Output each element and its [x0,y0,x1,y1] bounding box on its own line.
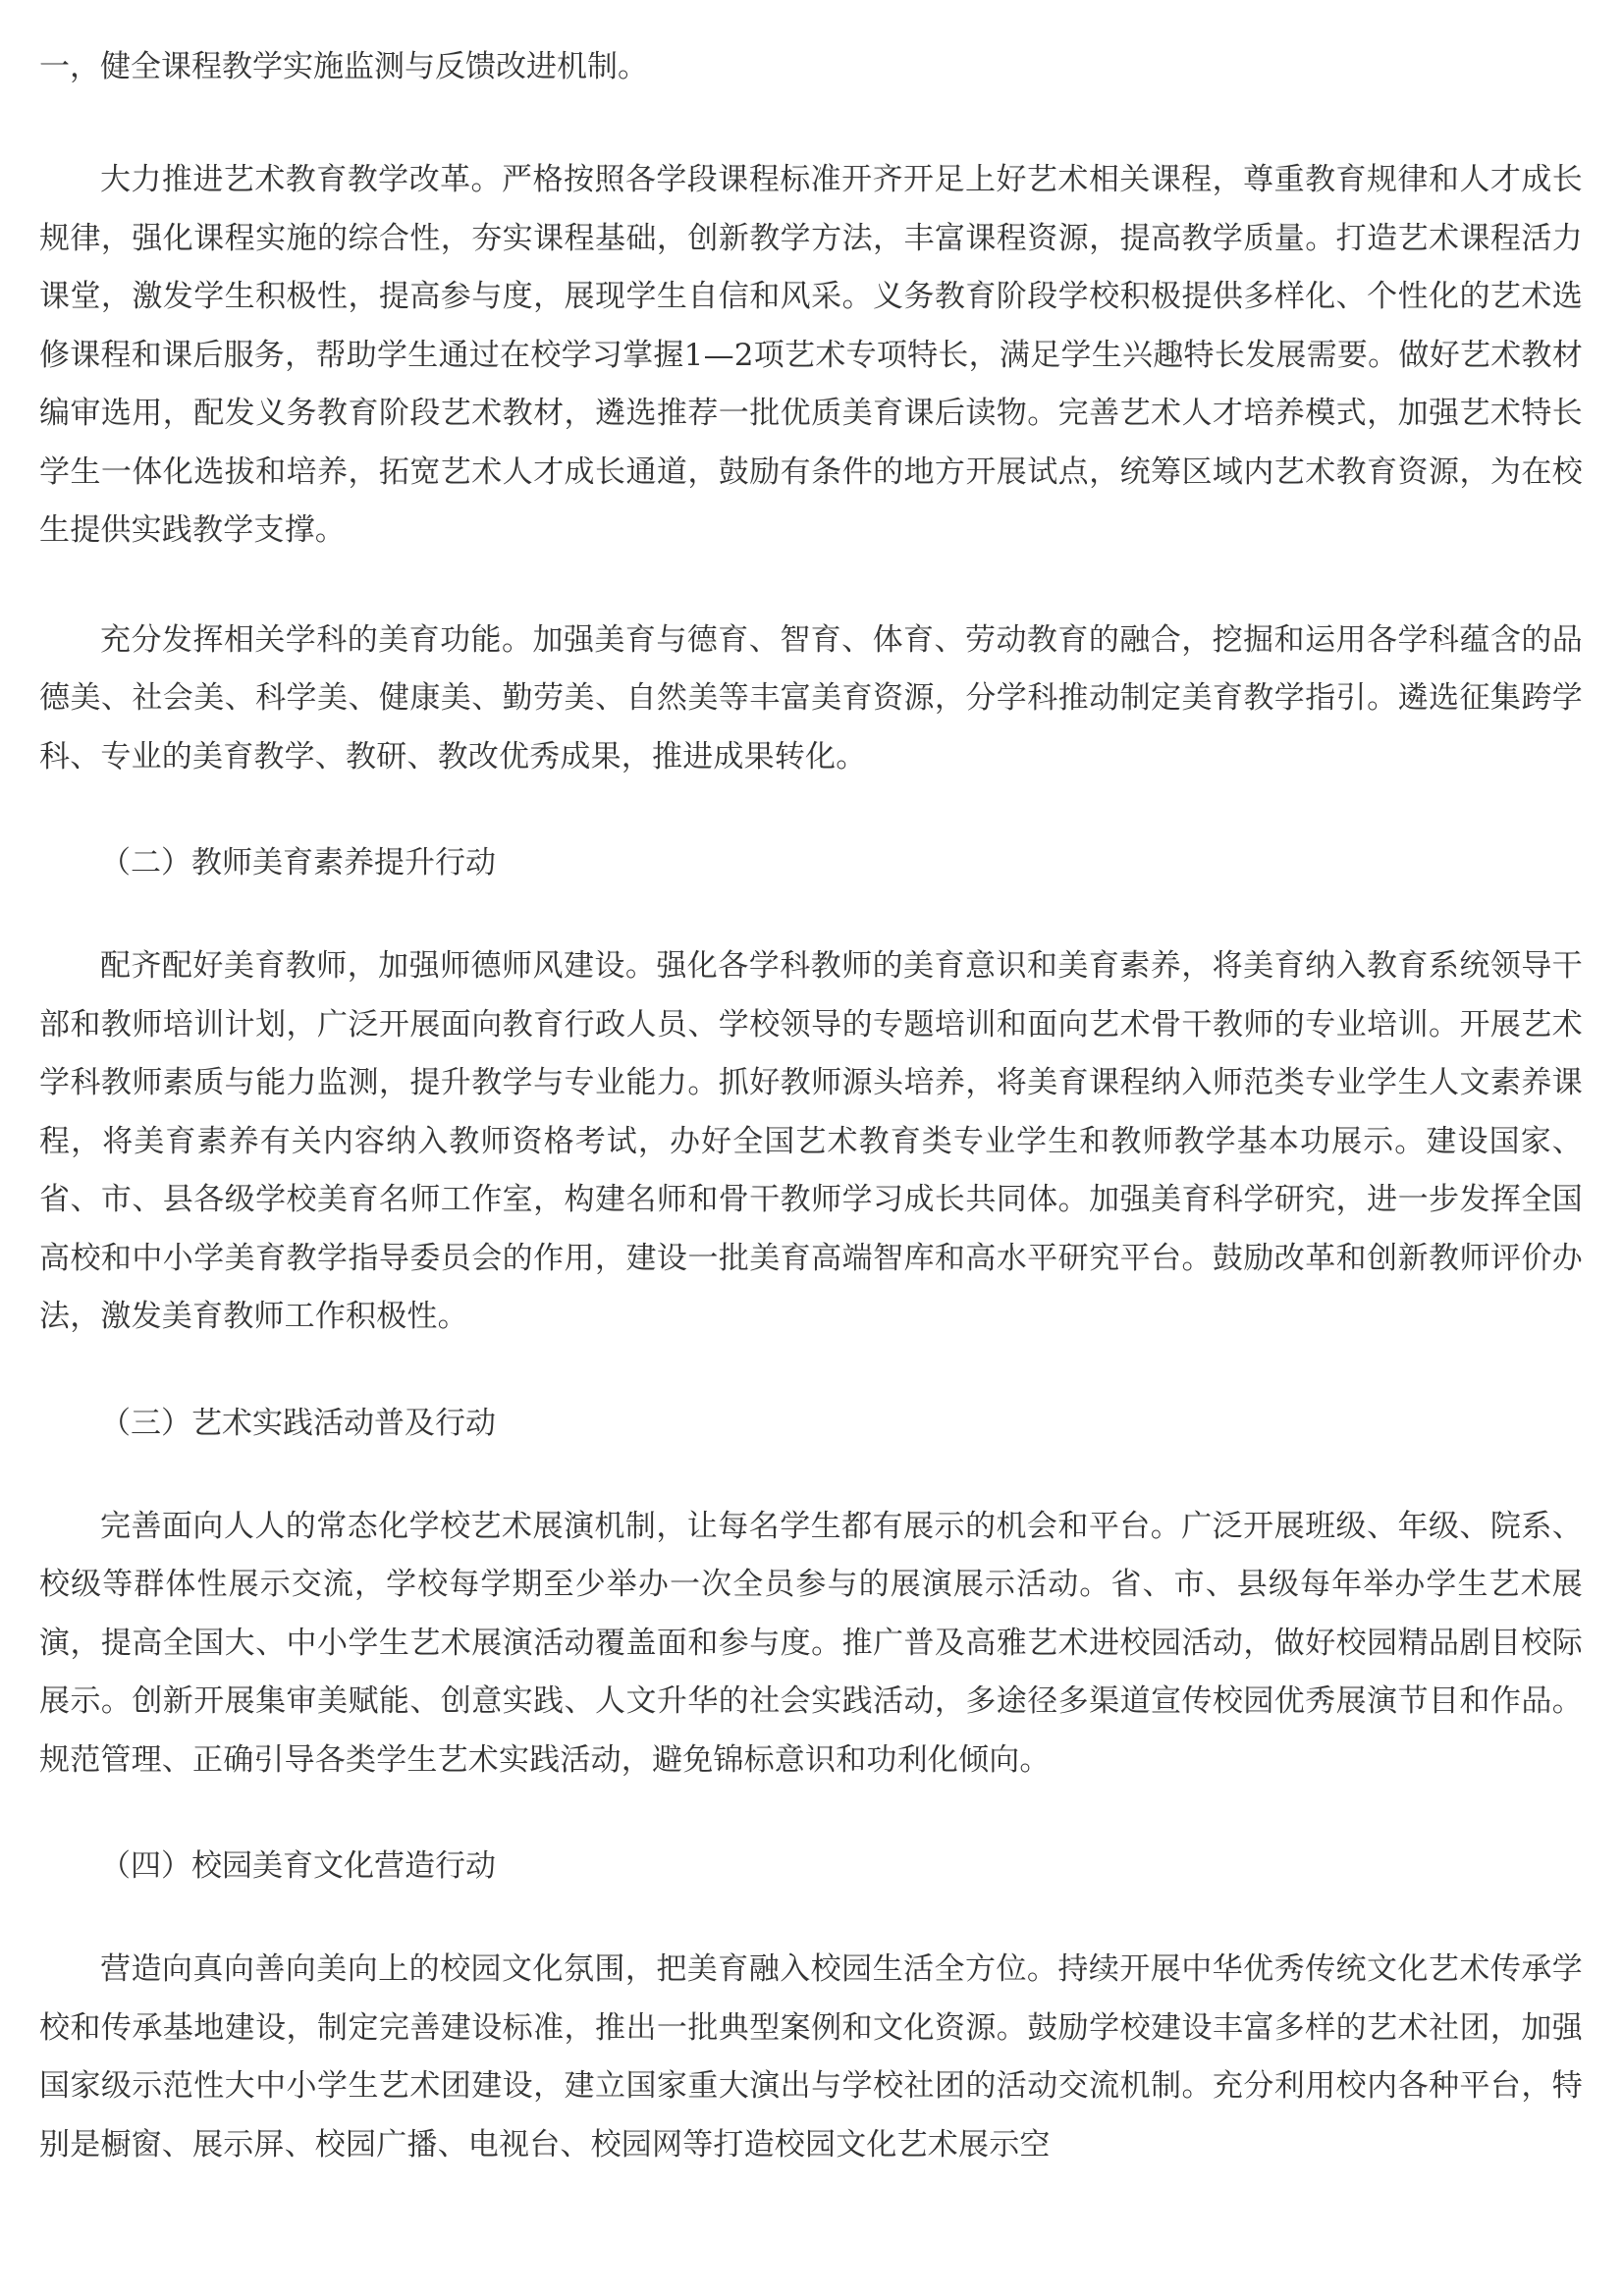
paragraph-campus-culture: 营造向真向善向美向上的校园文化氛围，把美育融入校园生活全方位。持续开展中华优秀传统文化艺术传承学校和传承基地建设，制定完善建设标准，推出一批典型案例和文化资源。鼓励学校建设丰富多样的艺术社团，加强国家级示范性大中小学生艺术团建设，建立国家重大演出与学校社团的活动交流机制。充分利用校内各种平台，特别是橱窗、展示屏、校园广播、电视台、校园网等打造校园文化艺术展示空 [39,1951,1583,2163]
document-body [39,41,1583,2225]
section-heading-art-practice: （三）艺术实践活动普及行动 [100,1405,496,1441]
paragraph-art-practice: 完善面向人人的常态化学校艺术展演机制，让每名学生都有展示的机会和平台。广泛开展班级、年级、院系、校级等群体性展示交流，学校每学期至少举办一次全员参与的展演展示活动。省、市、县级每年举办学生艺术展演，提高全国大、中小学生艺术展演活动覆盖面和参与度。推广普及高雅艺术进校园活动，做好校园精品剧目校际展示。创新开展集审美赋能、创意实践、人文升华的社会实践活动，多途径多渠道宣传校园优秀展演节目和作品。规范管理、正确引导各类学生艺术实践活动，避免锦标意识和功利化倾向。 [39,1508,1583,1778]
section-heading-teacher-literacy: （二）教师美育素养提升行动 [100,845,496,881]
top-heading: 一，健全课程教学实施监测与反馈改进机制。 [39,49,648,84]
section-heading-campus-culture: （四）校园美育文化营造行动 [100,1848,496,1884]
paragraph-teacher-literacy: 配齐配好美育教师，加强师德师风建设。强化各学科教师的美育意识和美育素养，将美育纳入教育系统领导干部和教师培训计划，广泛开展面向教育行政人员、学校领导的专题培训和面向艺术骨干教师的专业培训。开展艺术学科教师素质与能力监测，提升教学与专业能力。抓好教师源头培养，将美育课程纳入师范类专业学生人文素养课程，将美育素养有关内容纳入教师资格考试，办好全国艺术教育类专业学生和教师教学基本功展示。建设国家、省、市、县各级学校美育名师工作室，构建名师和骨干教师学习成长共同体。加强美育科学研究，进一步发挥全国高校和中小学美育教学指导委员会的作用，建设一批美育高端智库和高水平研究平台。鼓励改革和创新教师评价办法，激发美育教师工作积极性。 [39,948,1583,1334]
paragraph-subject-aesthetic-function: 充分发挥相关学科的美育功能。加强美育与德育、智育、体育、劳动教育的融合，挖掘和运用各学科蕴含的品德美、社会美、科学美、健康美、勤劳美、自然美等丰富美育资源，分学科推动制定美育教学指引。遴选征集跨学科、专业的美育教学、教研、教改优秀成果，推进成果转化。 [39,621,1583,774]
paragraph-art-teaching-reform: 大力推进艺术教育教学改革。严格按照各学段课程标准开齐开足上好艺术相关课程，尊重教育规律和人才成长规律，强化课程实施的综合性，夯实课程基础，创新教学方法，丰富课程资源，提高教学质量。打造艺术课程活力课堂，激发学生积极性，提高参与度，展现学生自信和风采。义务教育阶段学校积极提供多样化、个性化的艺术选修课程和课后服务，帮助学生通过在校学习掌握1—2项艺术专项特长，满足学生兴趣特长发展需要。做好艺术教材编审选用，配发义务教育阶段艺术教材，遴选推荐一批优质美育课后读物。完善艺术人才培养模式，加强艺术特长学生一体化选拔和培养，拓宽艺术人才成长通道，鼓励有条件的地方开展试点，统筹区域内艺术教育资源，为在校生提供实践教学支撑。 [39,162,1583,548]
